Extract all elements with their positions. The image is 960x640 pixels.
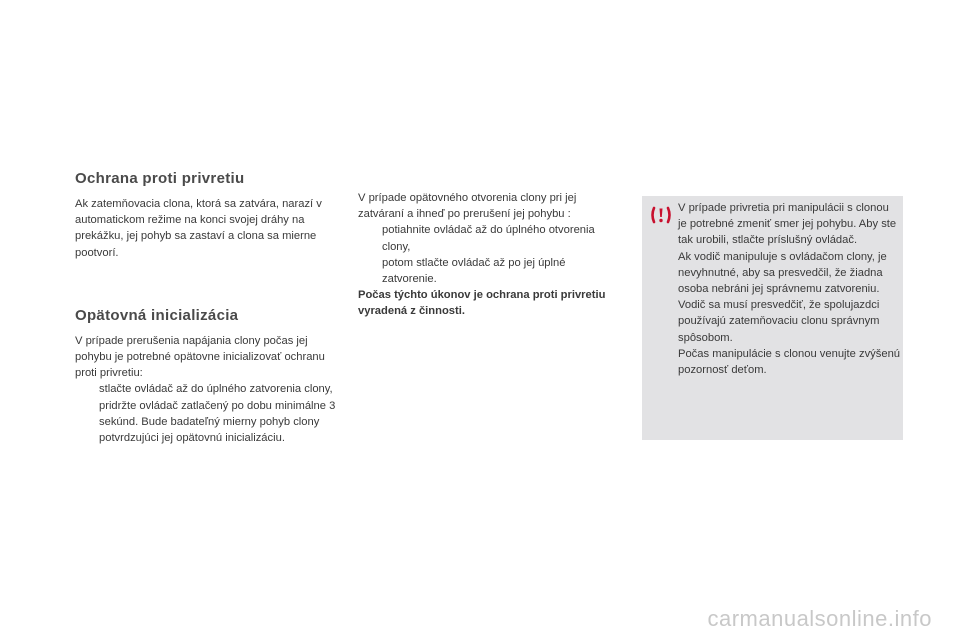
warning-box xyxy=(642,196,903,440)
heading-anti-pinch: Ochrana proti privretiu xyxy=(75,170,245,187)
list-item-text: potom stlačte ovládač až po jej úplné zatvorenie. xyxy=(382,256,566,286)
list-item xyxy=(75,381,345,397)
list-item-text: potiahnite ovládač až do úplného otvorenia clony, xyxy=(382,224,595,253)
middle-column xyxy=(358,190,623,320)
warning-paragraph: Ak vodič manipuluje s ovládačom clony, je nevyhnutné, aby sa presvedčil, že žiadna osoba nebráni jej správnemu zatvoreniu. xyxy=(678,250,887,296)
anti-pinch-paragraph: Ak zatemňovacia clona, ktorá sa zatvára, narazí v automatickom režime na konci svojej dráhy na prekážku, jej pohyb sa zastaví a clona sa mierne pootvorí. xyxy=(75,198,322,259)
heading-reinitialization: Opätovná inicializácia xyxy=(75,306,239,324)
list-item xyxy=(75,398,345,447)
list-item-text: stlačte ovládač až do úplného zatvorenia clony, xyxy=(99,383,333,396)
warning-paragraph: V prípade privretia pri manipulácii s clonou je potrebné zmeniť smer jej pohybu. Aby ste tak urobili, stlačte príslušný ovládač. xyxy=(678,202,897,247)
reopen-paragraph: V prípade opätovného otvorenia clony pri jej zatváraní a ihneď po prerušení jej pohybu : xyxy=(358,192,577,221)
reopen-steps-list xyxy=(358,222,623,287)
reinit-steps-list xyxy=(75,381,345,446)
warning-paragraph: Vodič sa musí presvedčiť, že spolujazdci používajú zatemňovaciu clonu správnym spôsobom. xyxy=(678,299,880,344)
warning-paragraph: Počas manipulácie s clonou venujte zvýšenú pozornosť deťom. xyxy=(678,347,901,377)
warning-exclamation-icon xyxy=(650,206,672,224)
watermark: carmanualsonline.info xyxy=(707,606,932,631)
list-item-text: pridržte ovládač zatlačený po dobu minimálne 3 sekúnd. Bude badateľný mierny pohyb clony potvrdzujúci jej opätovnú inicializáciu. xyxy=(99,399,336,445)
left-column xyxy=(75,170,345,446)
list-item xyxy=(358,255,623,287)
warning-text xyxy=(678,200,900,378)
disabled-protection-note: Počas týchto úkonov je ochrana proti privretiu vyradená z činnosti. xyxy=(358,289,606,318)
reinit-paragraph: V prípade prerušenia napájania clony počas jej pohybu je potrebné opätovne inicializovať ochranu proti privretiu: xyxy=(75,334,325,380)
list-item xyxy=(358,222,623,254)
